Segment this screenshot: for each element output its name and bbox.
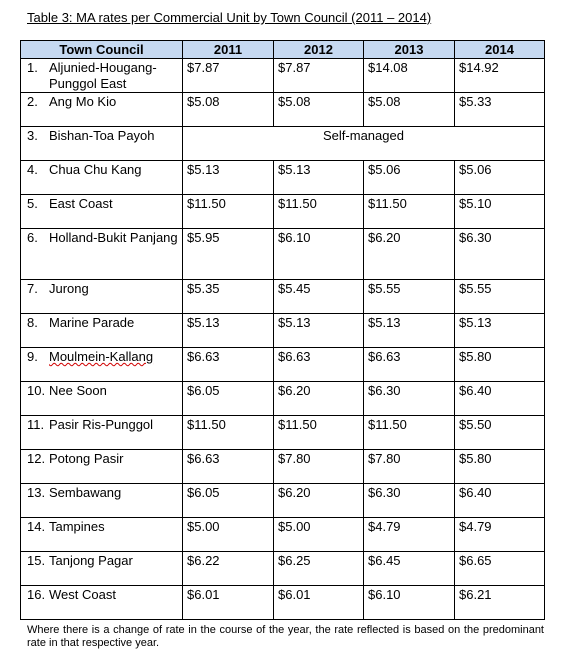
rate-cell-2013: $11.50 [364,416,455,450]
rate-cell-2011: $5.95 [183,229,274,280]
row-number: 11. [27,417,45,432]
rate-cell-2011: $6.63 [183,450,274,484]
town-council-name: Aljunied-Hougang-Punggol East [49,60,157,91]
rate-cell-2014: $5.80 [455,450,545,484]
row-number: 8. [27,315,38,330]
footnote: Where there is a change of rate in the course of the year, the rate reflected is based on the predominant rate in that respective year. [27,624,544,649]
rate-cell-2011: $5.35 [183,280,274,314]
table-row [21,518,545,552]
town-council-name: Moulmein-Kallang [49,349,154,364]
town-council-cell [21,348,183,382]
rate-cell-2012: $7.80 [274,450,364,484]
town-council-cell [21,586,183,620]
rate-cell-2013: $5.55 [364,280,455,314]
rate-cell-2011: $6.05 [183,484,274,518]
town-council-cell [21,195,183,229]
rate-cell-2012: $5.13 [274,314,364,348]
rate-cell-2014: $5.55 [455,280,545,314]
rate-cell-2012: $6.25 [274,552,364,586]
rate-cell-2011: $5.13 [183,161,274,195]
rate-cell-2011: $6.22 [183,552,274,586]
rate-cell-2014: $4.79 [455,518,545,552]
town-council-name: Holland-Bukit Panjang [49,230,178,245]
town-council-cell [21,127,183,161]
table-caption: Table 3: MA rates per Commercial Unit by Town Council (2011 – 2014) [27,10,432,25]
rate-cell-2011: $5.00 [183,518,274,552]
rate-cell-2014: $6.30 [455,229,545,280]
town-council-cell [21,484,183,518]
row-number: 3. [27,128,38,143]
town-council-cell [21,93,183,127]
town-council-name: Potong Pasir [49,451,124,466]
rate-cell-2014: $5.80 [455,348,545,382]
town-council-cell [21,450,183,484]
rate-cell-2014: $5.10 [455,195,545,229]
rate-cell-2011: $6.05 [183,382,274,416]
rate-cell-2013: $14.08 [364,59,455,93]
row-number: 13. [27,485,46,500]
rate-cell-2011: $7.87 [183,59,274,93]
town-council-cell [21,552,183,586]
rate-cell-2012: $7.87 [274,59,364,93]
town-council-cell [21,518,183,552]
header-town-council: Town Council [21,41,183,59]
rate-cell-2013: $5.06 [364,161,455,195]
town-council-cell [21,161,183,195]
table-row [21,93,545,127]
rate-cell-2011: $11.50 [183,416,274,450]
rate-cell-2011: $6.01 [183,586,274,620]
table-row [21,586,545,620]
rate-cell-2012: $6.20 [274,382,364,416]
rate-cell-2011: $6.63 [183,348,274,382]
town-council-name: West Coast [49,587,116,602]
table-row [21,552,545,586]
town-council-cell [21,314,183,348]
town-council-cell [21,382,183,416]
town-council-name: Tanjong Pagar [49,553,133,568]
town-council-name: Bishan-Toa Payoh [49,128,155,143]
town-council-name: Ang Mo Kio [49,94,117,109]
rate-cell-2013: $6.30 [364,382,455,416]
town-council-name: Chua Chu Kang [49,162,142,177]
rate-cell-2012: $5.08 [274,93,364,127]
rate-cell-2014: $5.13 [455,314,545,348]
rate-cell-2013: $7.80 [364,450,455,484]
rate-cell-2014: $6.40 [455,382,545,416]
rate-cell-2014: $6.21 [455,586,545,620]
rate-cell-2012: $5.45 [274,280,364,314]
row-number: 9. [27,349,38,364]
table-row [21,161,545,195]
rate-cell-2014: $6.65 [455,552,545,586]
table-row [21,314,545,348]
row-number: 15. [27,553,46,568]
rate-cell-2014: $14.92 [455,59,545,93]
row-number: 1. [27,60,38,75]
table-row [21,348,545,382]
town-council-name: Tampines [49,519,105,534]
table-row [21,382,545,416]
rate-cell-2014: $5.50 [455,416,545,450]
row-number: 4. [27,162,38,177]
rate-cell-2012: $11.50 [274,416,364,450]
rate-cell-2012: $6.20 [274,484,364,518]
rate-cell-2011: $11.50 [183,195,274,229]
rate-cell-2012: $11.50 [274,195,364,229]
header-2012: 2012 [274,41,364,59]
table-row [21,280,545,314]
table-row [21,59,545,93]
rate-cell-2011: $5.08 [183,93,274,127]
rate-cell-2013: $11.50 [364,195,455,229]
header-2014: 2014 [455,41,545,59]
rate-cell-2012: $6.01 [274,586,364,620]
row-number: 12. [27,451,46,466]
table-row [21,229,545,280]
town-council-cell [21,416,183,450]
town-council-cell [21,59,183,93]
rate-cell-2013: $6.30 [364,484,455,518]
row-number: 5. [27,196,38,211]
table-row [21,416,545,450]
town-council-name: Sembawang [49,485,122,500]
row-number: 6. [27,230,38,245]
town-council-name: Jurong [49,281,89,296]
town-council-name: East Coast [49,196,113,211]
rate-cell-2013: $6.45 [364,552,455,586]
table-row [21,450,545,484]
rate-cell-2012: $6.10 [274,229,364,280]
rate-cell-2012: $6.63 [274,348,364,382]
table-row [21,127,545,161]
rate-cell-2014: $5.33 [455,93,545,127]
table-row [21,484,545,518]
rate-cell-2013: $5.08 [364,93,455,127]
rate-cell-2012: $5.13 [274,161,364,195]
self-managed-cell: Self-managed [183,127,545,161]
town-council-name: Pasir Ris-Punggol [49,417,154,432]
row-number: 14. [27,519,46,534]
rate-cell-2013: $6.10 [364,586,455,620]
row-number: 2. [27,94,38,109]
row-number: 10. [27,383,46,398]
town-council-cell [21,280,183,314]
town-council-name: Marine Parade [49,315,135,330]
table-header-row [21,41,545,59]
ma-rates-table [20,40,545,620]
rate-cell-2013: $6.20 [364,229,455,280]
row-number: 7. [27,281,38,296]
rate-cell-2012: $5.00 [274,518,364,552]
rate-cell-2011: $5.13 [183,314,274,348]
header-2013: 2013 [364,41,455,59]
rate-cell-2013: $4.79 [364,518,455,552]
header-2011: 2011 [183,41,274,59]
rate-cell-2013: $6.63 [364,348,455,382]
row-number: 16. [27,587,46,602]
town-council-name: Nee Soon [49,383,107,398]
town-council-cell [21,229,183,280]
rate-cell-2013: $5.13 [364,314,455,348]
rate-cell-2014: $5.06 [455,161,545,195]
table-row [21,195,545,229]
table-body [21,59,545,620]
rate-cell-2014: $6.40 [455,484,545,518]
